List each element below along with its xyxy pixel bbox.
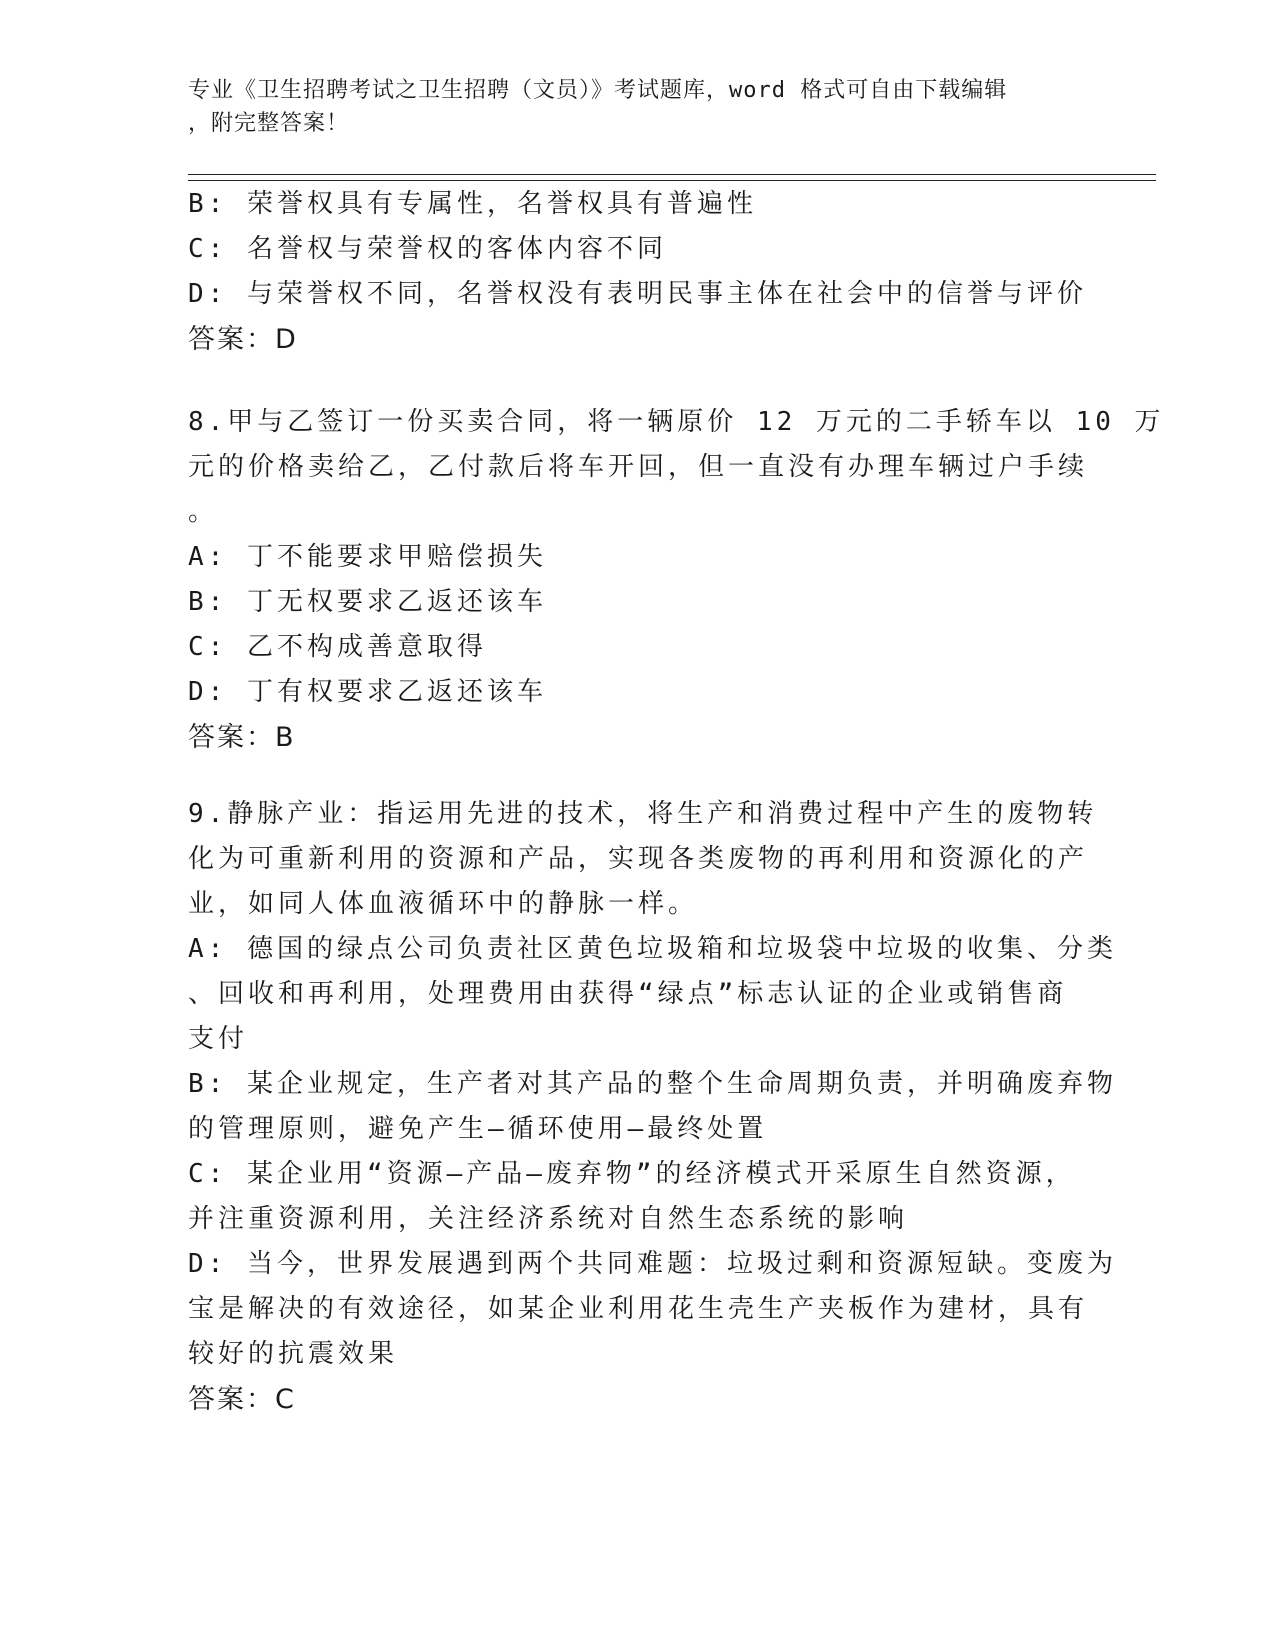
q8-answer: 答案：B — [188, 722, 296, 753]
q9-option-a-line-2: 、回收和再利用，处理费用由获得“绿点”标志认证的企业或销售商 — [188, 979, 1068, 1009]
q7-option-b: B: 荣誉权具有专属性，名誉权具有普遍性 — [188, 189, 757, 219]
header-line-1: 专业《卫生招聘考试之卫生招聘（文员）》考试题库，word 格式可自由下载编辑 — [188, 78, 1008, 103]
header-divider-top — [188, 174, 1156, 175]
question-9 — [188, 792, 1117, 1422]
q7-answer: 答案：D — [188, 324, 298, 355]
q7-option-c: C: 名誉权与荣誉权的客体内容不同 — [188, 234, 667, 264]
q9-stem-line-2: 化为可重新利用的资源和产品，实现各类废物的再利用和资源化的产 — [188, 844, 1089, 874]
q9-option-a-line-1: A: 德国的绿点公司负责社区黄色垃圾箱和垃圾袋中垃圾的收集、分类 — [188, 934, 1117, 964]
document-header-note — [188, 74, 1088, 140]
q8-option-b: B: 丁无权要求乙返还该车 — [188, 587, 547, 617]
q8-option-c: C: 乙不构成善意取得 — [188, 632, 487, 662]
header-line-2: ，附完整答案！ — [188, 111, 350, 136]
q8-stem-line-2: 元的价格卖给乙，乙付款后将车开回，但一直没有办理车辆过户手续 — [188, 452, 1089, 482]
q9-stem-line-1: 9.静脉产业：指运用先进的技术，将生产和消费过程中产生的废物转 — [188, 799, 1098, 829]
q8-stem-line-3: 。 — [188, 497, 219, 527]
q9-option-d-line-2: 宝是解决的有效途径，如某企业利用花生壳生产夹板作为建材，具有 — [188, 1294, 1089, 1324]
q9-option-a-line-3: 支付 — [188, 1024, 249, 1054]
header-divider-bottom — [188, 180, 1156, 181]
q9-option-c-line-2: 并注重资源利用，关注经济系统对自然生态系统的影响 — [188, 1204, 909, 1234]
q8-option-a: A: 丁不能要求甲赔偿损失 — [188, 542, 547, 572]
q9-option-b-line-2: 的管理原则，避免产生—循环使用—最终处置 — [188, 1114, 768, 1144]
q7-option-d: D: 与荣誉权不同，名誉权没有表明民事主体在社会中的信誉与评价 — [188, 279, 1087, 309]
q9-stem-line-3: 业，如同人体血液循环中的静脉一样。 — [188, 889, 699, 919]
q9-option-b-line-1: B: 某企业规定，生产者对其产品的整个生命周期负责，并明确废弃物 — [188, 1069, 1117, 1099]
q8-stem-line-1: 8.甲与乙签订一份买卖合同，将一辆原价 12 万元的二手轿车以 10 万 — [188, 407, 1165, 437]
q9-answer: 答案：C — [188, 1384, 296, 1415]
q9-option-c-line-1: C: 某企业用“资源—产品—废弃物”的经济模式开采原生自然资源， — [188, 1159, 1076, 1189]
question-7-tail — [188, 182, 1088, 362]
q9-option-d-line-1: D: 当今，世界发展遇到两个共同难题：垃圾过剩和资源短缺。变废为 — [188, 1249, 1117, 1279]
q8-option-d: D: 丁有权要求乙返还该车 — [188, 677, 547, 707]
question-8 — [188, 400, 1165, 760]
q9-option-d-line-3: 较好的抗震效果 — [188, 1339, 399, 1369]
